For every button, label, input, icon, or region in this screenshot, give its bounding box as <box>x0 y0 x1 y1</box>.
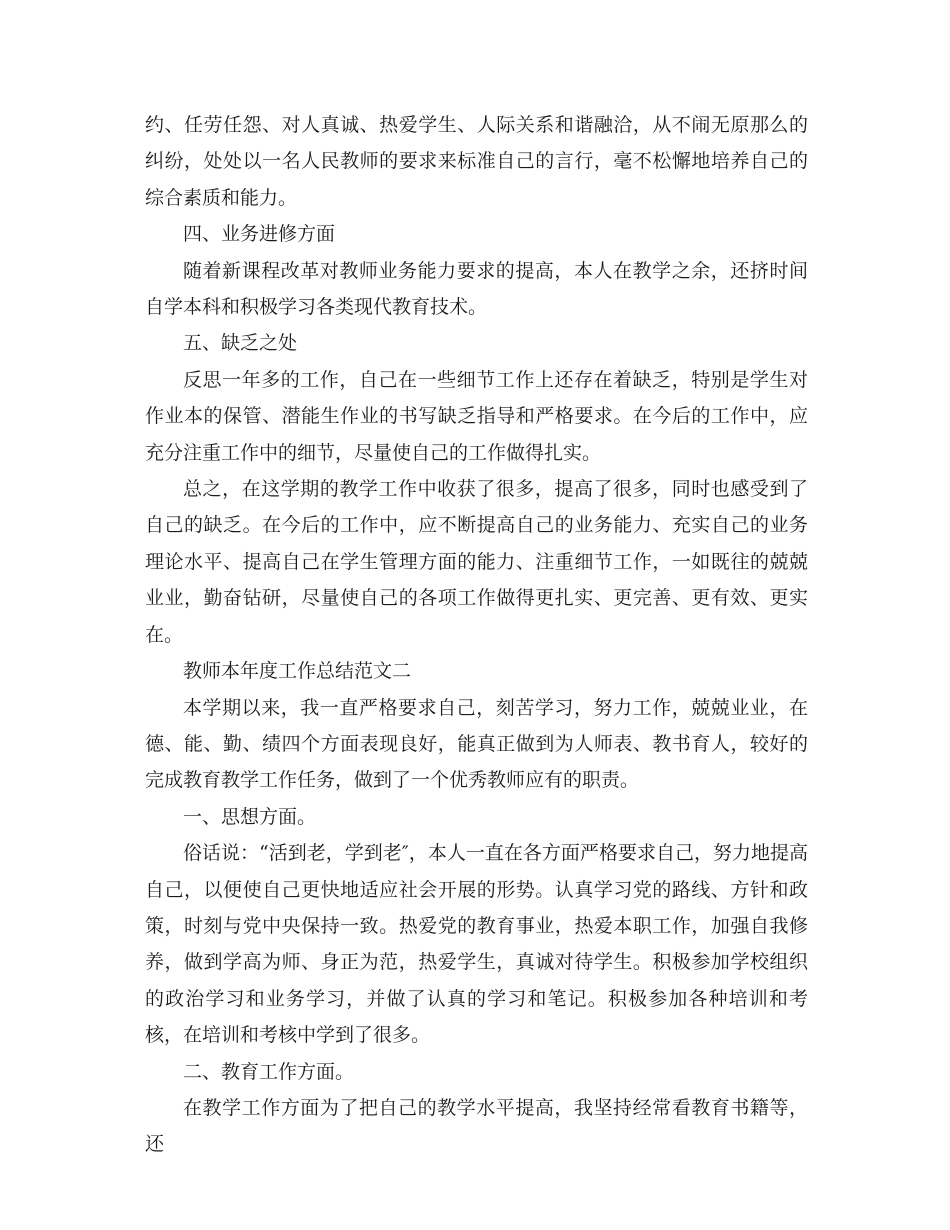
paragraph-shortcomings: 反思一年多的工作，自己在一些细节工作上还存在着缺乏，特别是学生对作业本的保管、潜能生作业的书写缺乏指导和严格要求。在今后的工作中，应充分注重工作中的细节，尽量使自己的工作做得扎实。 <box>145 368 808 464</box>
document-body <box>145 107 808 1163</box>
paragraph-business-study: 随着新课程改革对教师业务能力要求的提高，本人在教学之余，还挤时间自学本科和积极学习各类现代教育技术。 <box>145 259 808 319</box>
paragraph-education-work: 在教学工作方面为了把自己的教学水平提高，我坚持经常看教育书籍等，还 <box>145 1096 808 1156</box>
paragraph-intro: 本学期以来，我一直严格要求自己，刻苦学习，努力工作，兢兢业业，在德、能、勤、绩四个方面表现良好，能真正做到为人师表、教书育人，较好的完成教育教学工作任务，做到了一个优秀教师应有的职责。 <box>145 696 808 792</box>
section-heading-shortcomings: 五、缺乏之处 <box>183 332 298 355</box>
section-heading-ideology: 一、思想方面。 <box>183 805 317 828</box>
paragraph-conclusion: 总之，在这学期的教学工作中收获了很多，提高了很多，同时也感受到了自己的缺乏。在今后的工作中，应不断提高自己的业务能力、充实自己的业务理论水平、提高自己在学生管理方面的能力、注重细节工作，一如既往的兢兢业业，勤奋钻研，尽量使自己的各项工作做得更扎实、更完善、更有效、更实在。 <box>145 478 808 646</box>
paragraph-continuation: 约、任劳任怨、对人真诚、热爱学生、人际关系和谐融洽，从不闹无原那么的纠纷，处处以一名人民教师的要求来标准自己的言行，毫不松懈地培养自己的综合素质和能力。 <box>145 114 808 209</box>
article-title-two: 教师本年度工作总结范文二 <box>183 660 412 683</box>
section-heading-education-work: 二、教育工作方面。 <box>183 1060 355 1083</box>
paragraph-ideology: 俗话说：“活到老，学到老″，本人一直在各方面严格要求自己，努力地提高自己，以便使自己更快地适应社会开展的形势。认真学习党的路线、方针和政策，时刻与党中央保持一致。热爱党的教育事业，热爱本职工作，加强自我修养，做到学高为师、身正为范，热爱学生，真诚对待学生。积极参加学校组织的政治学习和业务学习，并做了认真的学习和笔记。积极参加各种培训和考核，在培训和考核中学到了很多。 <box>145 842 808 1047</box>
section-heading-business-study: 四、业务进修方面 <box>183 223 336 246</box>
